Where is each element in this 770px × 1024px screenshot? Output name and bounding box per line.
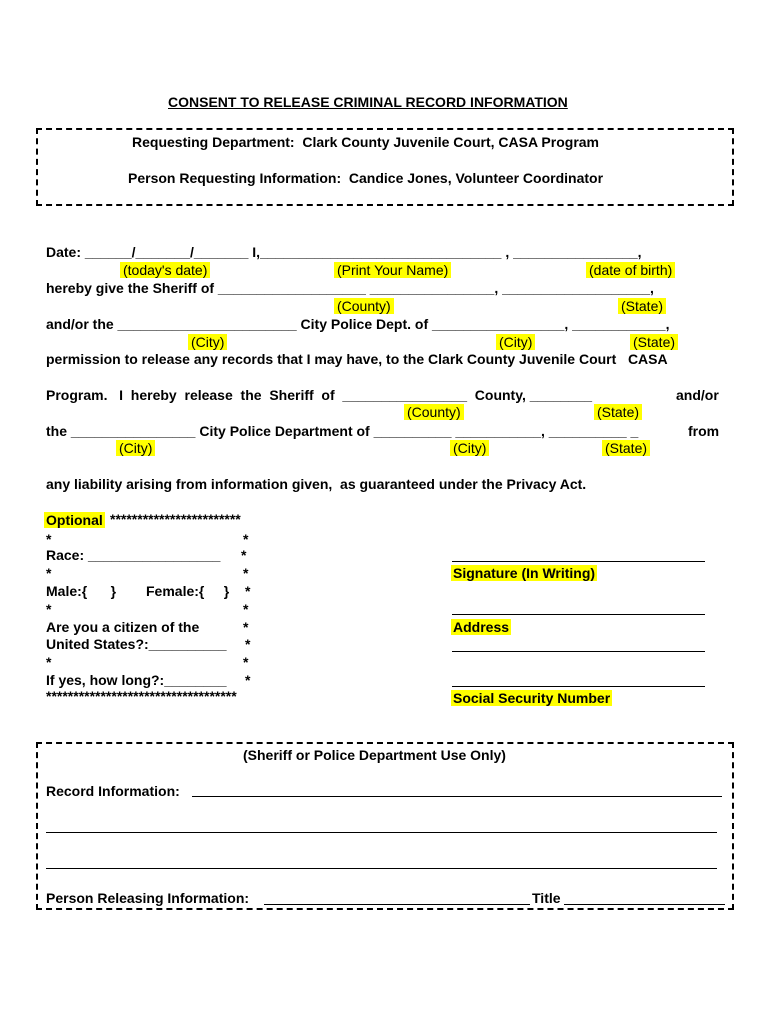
race-field[interactable]: Race: _________________ — [46, 547, 221, 563]
optional-star-right: * — [243, 565, 249, 581]
person-releasing-line[interactable] — [264, 904, 530, 905]
title-line[interactable] — [564, 904, 725, 905]
hint-print-name: (Print Your Name) — [334, 262, 451, 278]
document-title: CONSENT TO RELEASE CRIMINAL RECORD INFORMATION — [168, 94, 568, 110]
hint-city-1: (City) — [188, 334, 227, 350]
title-label: Title — [532, 890, 561, 906]
citizen-field[interactable]: United States?:__________ — [46, 636, 227, 652]
sheriff-line: hereby give the Sheriff of ___________________ ________________, ___________________, — [46, 280, 654, 296]
hint-state-4: (State) — [602, 440, 650, 456]
optional-star-left: * — [46, 531, 52, 547]
permission-line: permission to release any records that I may have, to the Clark County Juvenile Court CASA — [46, 351, 668, 367]
hint-city-2: (City) — [496, 334, 535, 350]
requesting-department: Requesting Department: Clark County Juvenile Court, CASA Program — [132, 134, 599, 150]
optional-star-left: * — [46, 654, 52, 670]
optional-star-right: * — [245, 672, 251, 688]
ssn-line[interactable] — [452, 686, 705, 687]
record-information-label: Record Information: — [46, 783, 180, 799]
address-line-2[interactable] — [452, 651, 705, 652]
optional-star-right: * — [243, 619, 249, 635]
address-label: Address — [453, 619, 510, 635]
optional-star-right: * — [245, 636, 251, 652]
the-line: the ________________ City Police Department of __________ ___________, __________ _ — [46, 423, 639, 439]
female-checkbox[interactable]: Female:{ } — [146, 583, 230, 599]
official-use-box — [36, 742, 734, 910]
program-line: Program. I hereby release the Sheriff of ________________ County, ________ — [46, 387, 593, 403]
program-line-andor: and/or — [676, 387, 719, 403]
optional-stars-top: ************************ — [110, 511, 241, 527]
person-requesting: Person Requesting Information: Candice Jones, Volunteer Coordinator — [128, 170, 604, 186]
liability-line: any liability arising from information given, as guaranteed under the Privacy Act. — [46, 476, 587, 492]
signature-label: Signature (In Writing) — [453, 565, 596, 581]
hint-state-1: (State) — [618, 298, 666, 314]
date-line: Date: ______/_______/_______ I,_______________________________ , ________________, — [46, 244, 642, 260]
optional-star-left: * — [46, 601, 52, 617]
hint-date-of-birth: (date of birth) — [586, 262, 675, 278]
the-line-from: from — [688, 423, 720, 439]
male-checkbox[interactable]: Male:{ } — [46, 583, 117, 599]
hint-city-3: (City) — [116, 440, 155, 456]
citizen-question: Are you a citizen of the — [46, 619, 200, 635]
person-releasing-label: Person Releasing Information: — [46, 890, 250, 906]
hint-city-4: (City) — [450, 440, 489, 456]
optional-label: Optional — [46, 512, 103, 528]
hint-todays-date: (today's date) — [120, 262, 210, 278]
police-line: and/or the _______________________ City Police Dept. of _________________, ____________, — [46, 316, 670, 332]
address-line-1[interactable] — [452, 614, 705, 615]
hint-county-2: (County) — [404, 404, 464, 420]
optional-star-left: * — [46, 565, 52, 581]
hint-state-2: (State) — [630, 334, 678, 350]
optional-star-right: * — [243, 601, 249, 617]
how-long-field[interactable]: If yes, how long?:________ — [46, 672, 227, 688]
optional-star-right: * — [243, 654, 249, 670]
official-use-heading: (Sheriff or Police Department Use Only) — [243, 747, 506, 763]
optional-star-right: * — [243, 531, 249, 547]
record-information-line[interactable] — [192, 796, 722, 797]
hint-county-1: (County) — [334, 298, 394, 314]
record-line-2[interactable] — [46, 832, 717, 833]
record-line-3[interactable] — [46, 868, 717, 869]
optional-star-right: * — [245, 583, 251, 599]
optional-star-right: * — [241, 547, 247, 563]
optional-stars-bottom: *********************************** — [46, 688, 237, 704]
hint-state-3: (State) — [594, 404, 642, 420]
signature-line[interactable] — [452, 561, 705, 562]
ssn-label: Social Security Number — [453, 690, 611, 706]
